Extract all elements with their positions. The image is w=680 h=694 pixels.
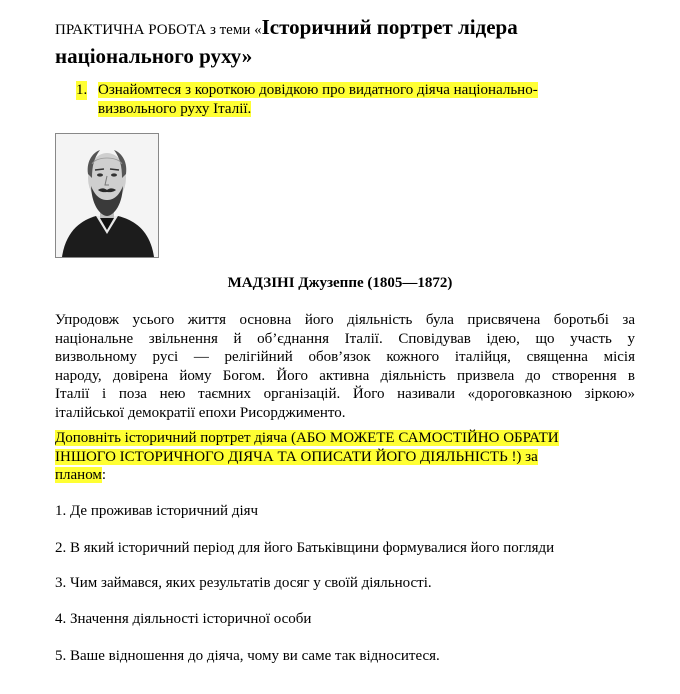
- title-bold-line1: Історичний портрет лідера: [261, 15, 518, 39]
- instruction-line3-highlighted: планом: [55, 467, 102, 483]
- bio-line: італійської демократії епохи Рисорджименто.: [55, 404, 346, 421]
- task-1-line2: визвольного руху Італії.: [98, 101, 252, 117]
- bio-line: визвольному русі — релігійний обов’язок кожного італійця, священна місія: [55, 349, 635, 365]
- question-1: 1. Де проживав історичний діяч: [55, 503, 259, 519]
- task-1: [76, 81, 636, 119]
- task-1-line1: Ознайомтеся з короткою довідкою про видатного діяча національно-: [98, 82, 538, 98]
- title-bold-line2: національного руху»: [55, 44, 253, 68]
- task-1-number: 1.: [76, 82, 88, 98]
- instruction-line2: ІНШОГО ІСТОРИЧНОГО ДІЯЧА ТА ОПИСАТИ ЙОГО ДІЯЛЬНІСТЬ !) за: [55, 448, 538, 465]
- instruction-line1: Доповніть історичний портрет діяча (АБО МОЖЕТЕ САМОСТІЙНО ОБРАТИ: [55, 430, 559, 446]
- bio-line: Італії і поза нею таємних організацій. Його називали «дороговказною зіркою»: [55, 386, 635, 402]
- question-3: 3. Чим займався, яких результатів досяг у своїй діяльності.: [55, 575, 432, 591]
- person-heading: МАДЗІНІ Джузеппе (1805—1872): [227, 275, 453, 291]
- question-5: 5. Ваше відношення до діяча, чому ви саме так відноситеся.: [55, 648, 440, 664]
- bio-paragraph: [55, 311, 635, 422]
- question-2: 2. В який історичний період для його Батьківщини формувалися його погляди: [55, 540, 555, 556]
- portrait-image: [55, 133, 159, 258]
- bio-line: Упродовж усього життя основна його діяльність була присвячена боротьбі за: [55, 312, 635, 328]
- instruction-line3-rest: :: [101, 467, 107, 483]
- question-4: 4. Значення діяльності історичної особи: [55, 611, 312, 627]
- page-title: [55, 14, 655, 69]
- bio-line: народу, довірена йому Богом. Його активна діяльність призвела до створення в: [55, 367, 635, 384]
- title-prefix: ПРАКТИЧНА РОБОТА з теми «: [55, 22, 262, 38]
- bio-line: національне звільнення й об’єднання Італії. Сповідував ідею, що участь у: [55, 330, 635, 347]
- instruction-paragraph: [55, 429, 645, 485]
